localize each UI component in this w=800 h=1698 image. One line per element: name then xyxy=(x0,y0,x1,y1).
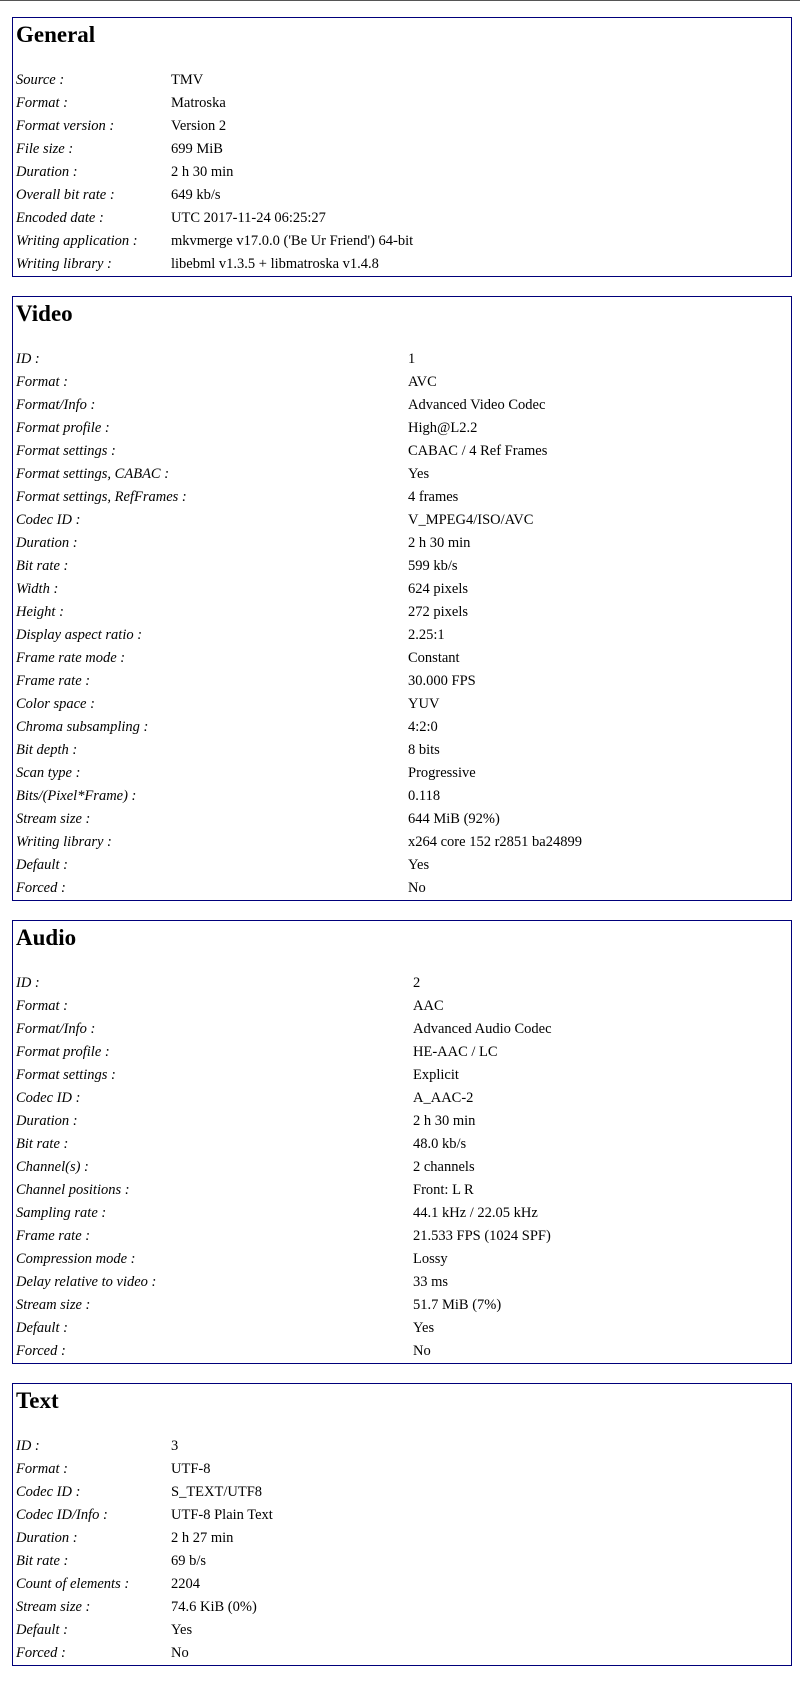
property-label: Forced : xyxy=(16,1343,66,1359)
property-row xyxy=(16,509,582,532)
property-label: Count of elements : xyxy=(16,1576,130,1592)
property-row xyxy=(16,463,582,486)
property-row xyxy=(16,1110,552,1133)
property-value: 649 kb/s xyxy=(171,187,221,203)
property-value: libebml v1.3.5 + libmatroska v1.4.8 xyxy=(171,256,379,272)
property-value: No xyxy=(413,1343,431,1359)
property-value: CABAC / 4 Ref Frames xyxy=(408,443,548,459)
property-label: Default : xyxy=(16,1320,68,1336)
property-row xyxy=(16,138,413,161)
property-row xyxy=(16,115,413,138)
property-row xyxy=(16,207,413,230)
property-row xyxy=(16,184,413,207)
property-value: High@L2.2 xyxy=(408,420,478,436)
property-row xyxy=(16,647,582,670)
property-label: Duration : xyxy=(16,1113,78,1129)
property-row xyxy=(16,1504,273,1527)
property-label: Sampling rate : xyxy=(16,1205,107,1221)
property-row xyxy=(16,230,413,253)
property-row xyxy=(16,1248,552,1271)
property-value: 2 channels xyxy=(413,1159,475,1175)
property-value: V_MPEG4/ISO/AVC xyxy=(408,512,534,528)
property-value: 69 b/s xyxy=(171,1553,207,1569)
property-value: 74.6 KiB (0%) xyxy=(171,1599,257,1615)
property-row xyxy=(16,1179,552,1202)
property-row xyxy=(16,1202,552,1225)
property-label: Format : xyxy=(16,95,68,111)
property-value: YUV xyxy=(408,696,440,712)
property-label: Frame rate : xyxy=(16,1228,91,1244)
property-row xyxy=(16,69,413,92)
property-row xyxy=(16,1018,552,1041)
property-row xyxy=(16,1156,552,1179)
property-value: UTC 2017-11-24 06:25:27 xyxy=(171,210,326,226)
property-label: Channel(s) : xyxy=(16,1159,89,1175)
property-label: Format/Info : xyxy=(16,1021,96,1037)
property-value: Yes xyxy=(171,1622,193,1638)
property-label: Bit rate : xyxy=(16,558,69,574)
property-row xyxy=(16,371,582,394)
property-label: Bit depth : xyxy=(16,742,78,758)
property-row xyxy=(16,624,582,647)
property-label: Delay relative to video : xyxy=(16,1274,157,1290)
property-value: mkvmerge v17.0.0 ('Be Ur Friend') 64-bit xyxy=(171,233,414,249)
property-label: Stream size : xyxy=(16,1297,91,1313)
property-value: 51.7 MiB (7%) xyxy=(413,1297,502,1313)
text-section xyxy=(12,1383,792,1666)
property-row xyxy=(16,555,582,578)
property-label: Overall bit rate : xyxy=(16,187,115,203)
property-value: 272 pixels xyxy=(408,604,469,620)
property-row xyxy=(16,808,582,831)
property-row xyxy=(16,670,582,693)
property-row xyxy=(16,762,582,785)
property-row xyxy=(16,739,582,762)
general-section xyxy=(12,17,792,277)
property-label: Format settings, CABAC : xyxy=(16,466,170,482)
property-label: ID : xyxy=(16,351,40,367)
property-value: Lossy xyxy=(413,1251,448,1267)
property-row xyxy=(16,831,582,854)
property-value: Constant xyxy=(408,650,460,666)
property-value: 699 MiB xyxy=(171,141,223,157)
property-value: No xyxy=(408,880,426,896)
property-label: Format settings, RefFrames : xyxy=(16,489,187,505)
property-row xyxy=(16,532,582,555)
property-value: Version 2 xyxy=(171,118,227,134)
property-label: Default : xyxy=(16,857,68,873)
text-properties-table xyxy=(16,1435,273,1665)
property-label: Format settings : xyxy=(16,443,116,459)
property-label: Codec ID : xyxy=(16,1484,81,1500)
property-row xyxy=(16,854,582,877)
property-label: Bits/(Pixel*Frame) : xyxy=(16,788,137,804)
property-row xyxy=(16,1619,273,1642)
property-label: Encoded date : xyxy=(16,210,104,226)
property-value: 4:2:0 xyxy=(408,719,438,735)
property-row xyxy=(16,1087,552,1110)
property-label: Stream size : xyxy=(16,1599,91,1615)
property-value: UTF-8 Plain Text xyxy=(171,1507,273,1523)
property-label: Writing library : xyxy=(16,834,112,850)
property-value: 44.1 kHz / 22.05 kHz xyxy=(413,1205,538,1221)
property-value: Progressive xyxy=(408,765,476,781)
audio-section-title: Audio xyxy=(16,925,77,950)
property-value: Front: L R xyxy=(413,1182,474,1198)
property-row xyxy=(16,1596,273,1619)
property-value: TMV xyxy=(171,72,204,88)
property-row xyxy=(16,578,582,601)
property-label: Format settings : xyxy=(16,1067,116,1083)
property-label: Bit rate : xyxy=(16,1136,69,1152)
property-row xyxy=(16,716,582,739)
property-value: 48.0 kb/s xyxy=(413,1136,467,1152)
property-value: 2 xyxy=(413,975,421,991)
property-row xyxy=(16,1340,552,1363)
property-label: Format/Info : xyxy=(16,397,96,413)
property-label: Chroma subsampling : xyxy=(16,719,149,735)
property-row xyxy=(16,1458,273,1481)
property-row xyxy=(16,348,582,371)
property-row xyxy=(16,1271,552,1294)
property-value: AVC xyxy=(408,374,437,390)
property-value: Advanced Audio Codec xyxy=(413,1021,552,1037)
property-value: Explicit xyxy=(413,1067,459,1083)
property-label: ID : xyxy=(16,1438,40,1454)
video-section-title: Video xyxy=(16,301,73,326)
property-value: 2.25:1 xyxy=(408,627,445,643)
property-value: 21.533 FPS (1024 SPF) xyxy=(413,1228,551,1244)
property-row xyxy=(16,785,582,808)
property-value: Advanced Video Codec xyxy=(408,397,546,413)
property-value: 4 frames xyxy=(408,489,459,505)
property-label: Height : xyxy=(16,604,64,620)
property-value: AAC xyxy=(413,998,444,1014)
property-label: Format version : xyxy=(16,118,115,134)
property-row xyxy=(16,161,413,184)
property-label: Format : xyxy=(16,1461,68,1477)
property-label: Stream size : xyxy=(16,811,91,827)
property-row xyxy=(16,92,413,115)
property-label: Format profile : xyxy=(16,1044,110,1060)
property-value: 2204 xyxy=(171,1576,200,1592)
property-row xyxy=(16,1064,552,1087)
property-label: Width : xyxy=(16,581,59,597)
property-row xyxy=(16,1573,273,1596)
property-value: 3 xyxy=(171,1438,179,1454)
property-value: 2 h 27 min xyxy=(171,1530,234,1546)
general-section-title: General xyxy=(16,22,96,47)
property-label: Format : xyxy=(16,374,68,390)
property-label: Default : xyxy=(16,1622,68,1638)
property-row xyxy=(16,601,582,624)
property-label: Frame rate : xyxy=(16,673,91,689)
property-row xyxy=(16,1317,552,1340)
property-row xyxy=(16,394,582,417)
property-row xyxy=(16,693,582,716)
video-section xyxy=(12,296,792,901)
property-label: Source : xyxy=(16,72,65,88)
property-value: 624 pixels xyxy=(408,581,469,597)
property-value: Yes xyxy=(408,857,430,873)
property-label: Scan type : xyxy=(16,765,81,781)
property-label: Bit rate : xyxy=(16,1553,69,1569)
property-row xyxy=(16,1294,552,1317)
property-value: Yes xyxy=(413,1320,435,1336)
property-row xyxy=(16,1642,273,1665)
property-value: 1 xyxy=(408,351,416,367)
property-label: Duration : xyxy=(16,164,78,180)
property-label: Display aspect ratio : xyxy=(16,627,143,643)
property-value: 599 kb/s xyxy=(408,558,458,574)
property-label: Format : xyxy=(16,998,68,1014)
property-label: Forced : xyxy=(16,1645,66,1661)
property-label: ID : xyxy=(16,975,40,991)
text-section-title: Text xyxy=(16,1388,59,1413)
property-value: 2 h 30 min xyxy=(408,535,471,551)
property-value: HE-AAC / LC xyxy=(413,1044,498,1060)
property-row xyxy=(16,877,582,900)
property-value: 2 h 30 min xyxy=(171,164,234,180)
property-value: 0.118 xyxy=(408,788,441,804)
property-row xyxy=(16,486,582,509)
property-value: UTF-8 xyxy=(171,1461,211,1477)
general-properties-table xyxy=(16,69,413,276)
property-value: 30.000 FPS xyxy=(408,673,476,689)
property-label: Codec ID : xyxy=(16,1090,81,1106)
property-value: 33 ms xyxy=(413,1274,449,1290)
property-value: Yes xyxy=(408,466,430,482)
property-row xyxy=(16,1133,552,1156)
property-value: S_TEXT/UTF8 xyxy=(171,1484,263,1500)
property-row xyxy=(16,972,552,995)
property-label: Color space : xyxy=(16,696,95,712)
property-row xyxy=(16,1481,273,1504)
property-label: File size : xyxy=(16,141,74,157)
property-value: x264 core 152 r2851 ba24899 xyxy=(408,834,582,850)
property-row xyxy=(16,253,413,276)
property-row xyxy=(16,417,582,440)
property-value: Matroska xyxy=(171,95,226,111)
property-value: No xyxy=(171,1645,189,1661)
property-row xyxy=(16,1527,273,1550)
property-label: Duration : xyxy=(16,1530,78,1546)
property-value: 644 MiB (92%) xyxy=(408,811,500,827)
property-value: 8 bits xyxy=(408,742,440,758)
property-label: Codec ID : xyxy=(16,512,81,528)
property-label: Frame rate mode : xyxy=(16,650,126,666)
property-label: Writing library : xyxy=(16,256,112,272)
property-label: Format profile : xyxy=(16,420,110,436)
audio-properties-table xyxy=(16,972,552,1363)
video-properties-table xyxy=(16,348,582,900)
property-row xyxy=(16,1435,273,1458)
property-row xyxy=(16,1225,552,1248)
property-value: A_AAC-2 xyxy=(413,1090,474,1106)
property-label: Forced : xyxy=(16,880,66,896)
audio-section xyxy=(12,920,792,1364)
property-row xyxy=(16,440,582,463)
property-row xyxy=(16,1550,273,1573)
property-row xyxy=(16,995,552,1018)
property-label: Codec ID/Info : xyxy=(16,1507,108,1523)
property-label: Channel positions : xyxy=(16,1182,130,1198)
property-row xyxy=(16,1041,552,1064)
property-label: Compression mode : xyxy=(16,1251,136,1267)
property-label: Duration : xyxy=(16,535,78,551)
property-label: Writing application : xyxy=(16,233,138,249)
property-value: 2 h 30 min xyxy=(413,1113,476,1129)
